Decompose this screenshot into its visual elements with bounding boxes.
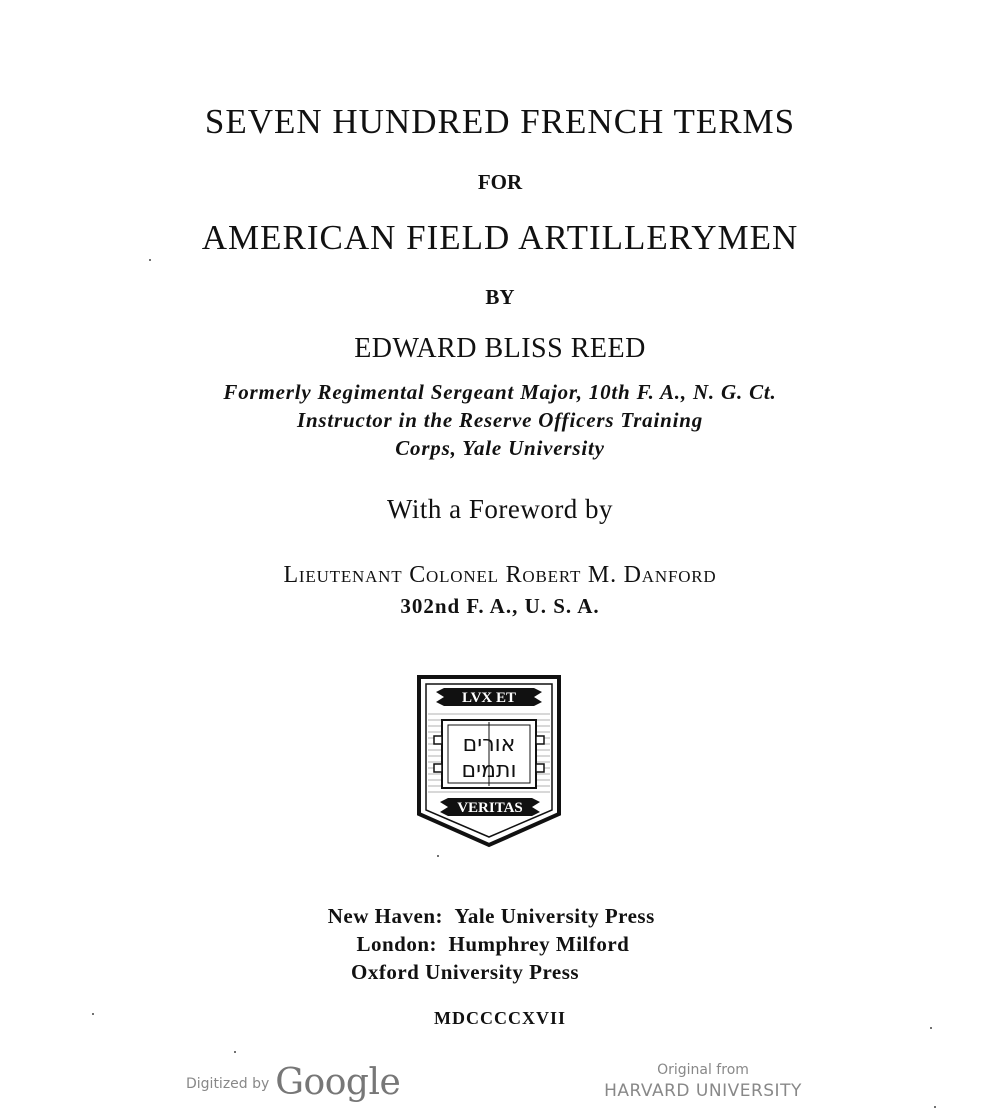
scan-speck: [92, 1013, 94, 1015]
imprint-row: [291, 960, 579, 985]
imprint-publisher: Oxford University Press: [351, 960, 580, 984]
imprint-row: [291, 932, 629, 957]
digitized-by-google: [186, 1062, 400, 1103]
scan-speck: [934, 1106, 936, 1108]
original-from-block: [600, 1060, 806, 1102]
imprint-publisher: Yale University Press: [454, 904, 655, 928]
scan-speck: [149, 259, 151, 261]
author-credential-1: Formerly Regimental Sergeant Major, 10th F. A., N. G. Ct.: [223, 380, 777, 404]
title-by: BY: [485, 285, 515, 309]
original-from-label: Original from: [657, 1062, 749, 1078]
seal-bottom-banner: VERITAS: [457, 800, 523, 816]
seal-hebrew-line-1: אורים: [462, 732, 516, 757]
author-credential-3: Corps, Yale University: [395, 436, 605, 460]
title-for: FOR: [477, 170, 523, 194]
yale-seal-emblem: [416, 674, 562, 848]
foreword-intro: With a Foreword by: [386, 494, 614, 524]
author-name: EDWARD BLISS REED: [354, 333, 646, 364]
scan-speck: [234, 1051, 236, 1053]
foreword-author: Lieutenant Colonel Robert M. Danford: [283, 562, 717, 588]
scan-speck: [437, 855, 439, 857]
source-library: HARVARD UNIVERSITY: [604, 1081, 802, 1101]
imprint-publisher: Humphrey Milford: [448, 932, 630, 956]
seal-top-banner: LVX ET: [461, 690, 517, 706]
foreword-author-unit: 302nd F. A., U. S. A.: [400, 594, 600, 618]
imprint-place: New Haven:: [327, 904, 443, 928]
seal-hebrew-line-2: ותמים: [461, 758, 517, 783]
author-credential-2: Instructor in the Reserve Officers Training: [296, 408, 703, 432]
digitized-by-label: Digitized by: [186, 1076, 270, 1092]
imprint-row: [291, 904, 655, 929]
scan-speck: [930, 1027, 932, 1029]
publication-year: MDCCCCXVII: [434, 1008, 566, 1028]
title-line-1: SEVEN HUNDRED FRENCH TERMS: [204, 102, 796, 141]
title-line-2: AMERICAN FIELD ARTILLERYMEN: [201, 218, 799, 257]
imprint-place: London:: [356, 932, 437, 956]
google-logo: Google: [275, 1062, 401, 1103]
